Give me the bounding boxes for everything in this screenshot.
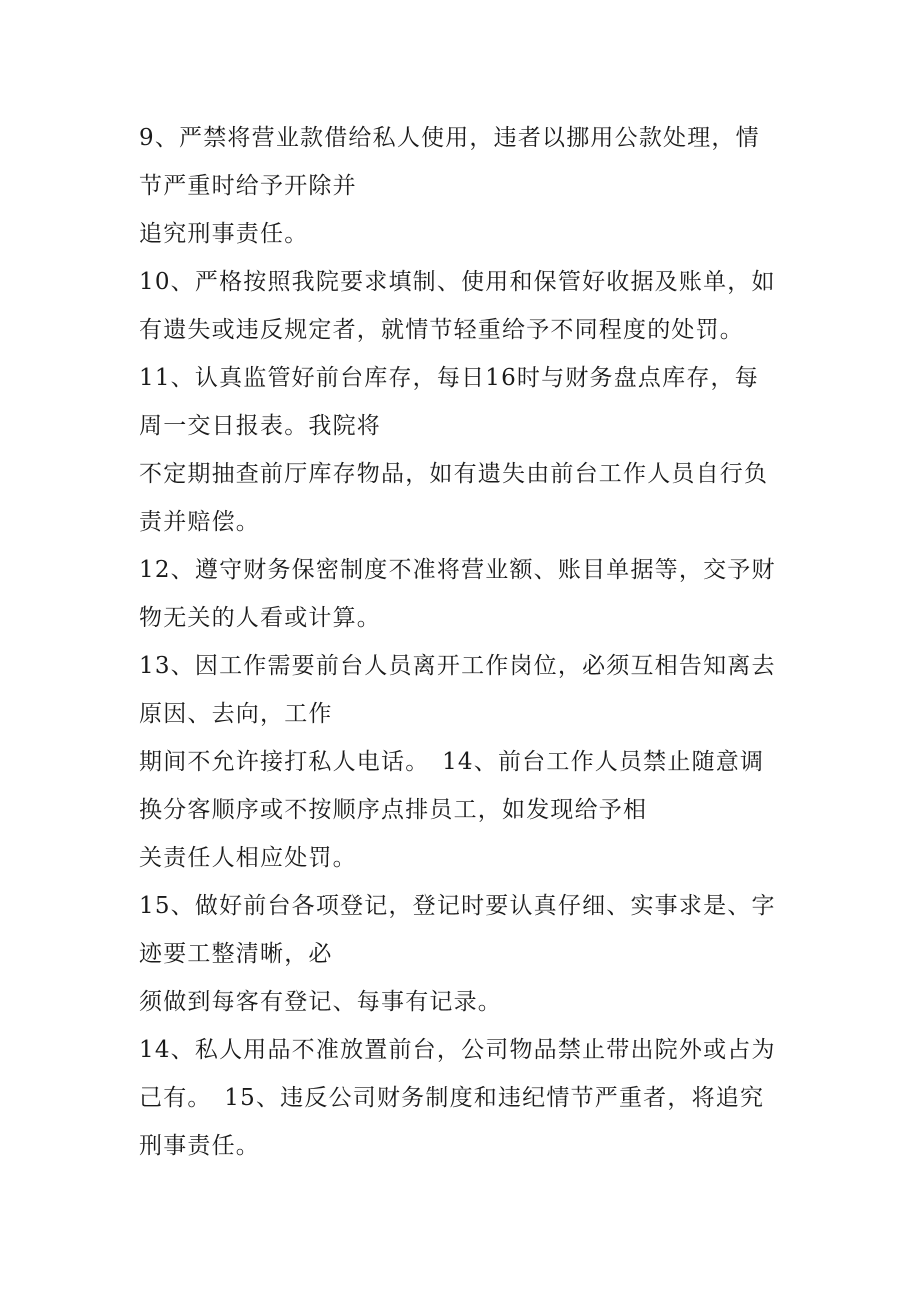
text-line: 有遗失或违反规定者，就情节轻重给予不同程度的处罚。 (139, 317, 744, 343)
text-line: 13、因工作需要前台人员离开工作岗位，必须互相告知离去 (139, 653, 776, 679)
text-line: 节严重时给予开除并 (139, 173, 357, 199)
text-line: 周一交日报表。我院将 (139, 413, 381, 439)
text-line: 10、严格按照我院要求填制、使用和保管好收据及账单，如 (139, 269, 776, 295)
text-line: 期间不允许接打私人电话。 14、前台工作人员禁止随意调 (139, 749, 765, 775)
text-line: 原因、去向，工作 (139, 701, 333, 727)
text-line: 关责任人相应处罚。 (139, 845, 357, 871)
text-line: 14、私人用品不准放置前台，公司物品禁止带出院外或占为 (139, 1037, 776, 1063)
document-body (139, 114, 789, 1170)
text-line: 15、做好前台各项登记，登记时要认真仔细、实事求是、字 (139, 893, 776, 919)
text-line: 须做到每客有登记、每事有记录。 (139, 989, 502, 1015)
text-line: 责并赔偿。 (139, 509, 260, 535)
text-line: 追究刑事责任。 (139, 221, 309, 247)
text-line: 不定期抽查前厅库存物品，如有遗失由前台工作人员自行负 (139, 461, 769, 487)
text-line: 迹要工整清晰，必 (139, 941, 333, 967)
text-line: 12、遵守财务保密制度不准将营业额、账目单据等，交予财 (139, 557, 776, 583)
text-line: 9、严禁将营业款借给私人使用，违者以挪用公款处理，情 (139, 125, 760, 151)
text-line: 换分客顺序或不按顺序点排员工，如发现给予相 (139, 797, 648, 823)
text-line: 11、认真监管好前台库存，每日16时与财务盘点库存，每 (139, 365, 759, 391)
text-line: 刑事责任。 (139, 1133, 260, 1159)
text-line: 物无关的人看或计算。 (139, 605, 381, 631)
text-line: 己有。 15、违反公司财务制度和违纪情节严重者，将追究 (139, 1085, 765, 1111)
